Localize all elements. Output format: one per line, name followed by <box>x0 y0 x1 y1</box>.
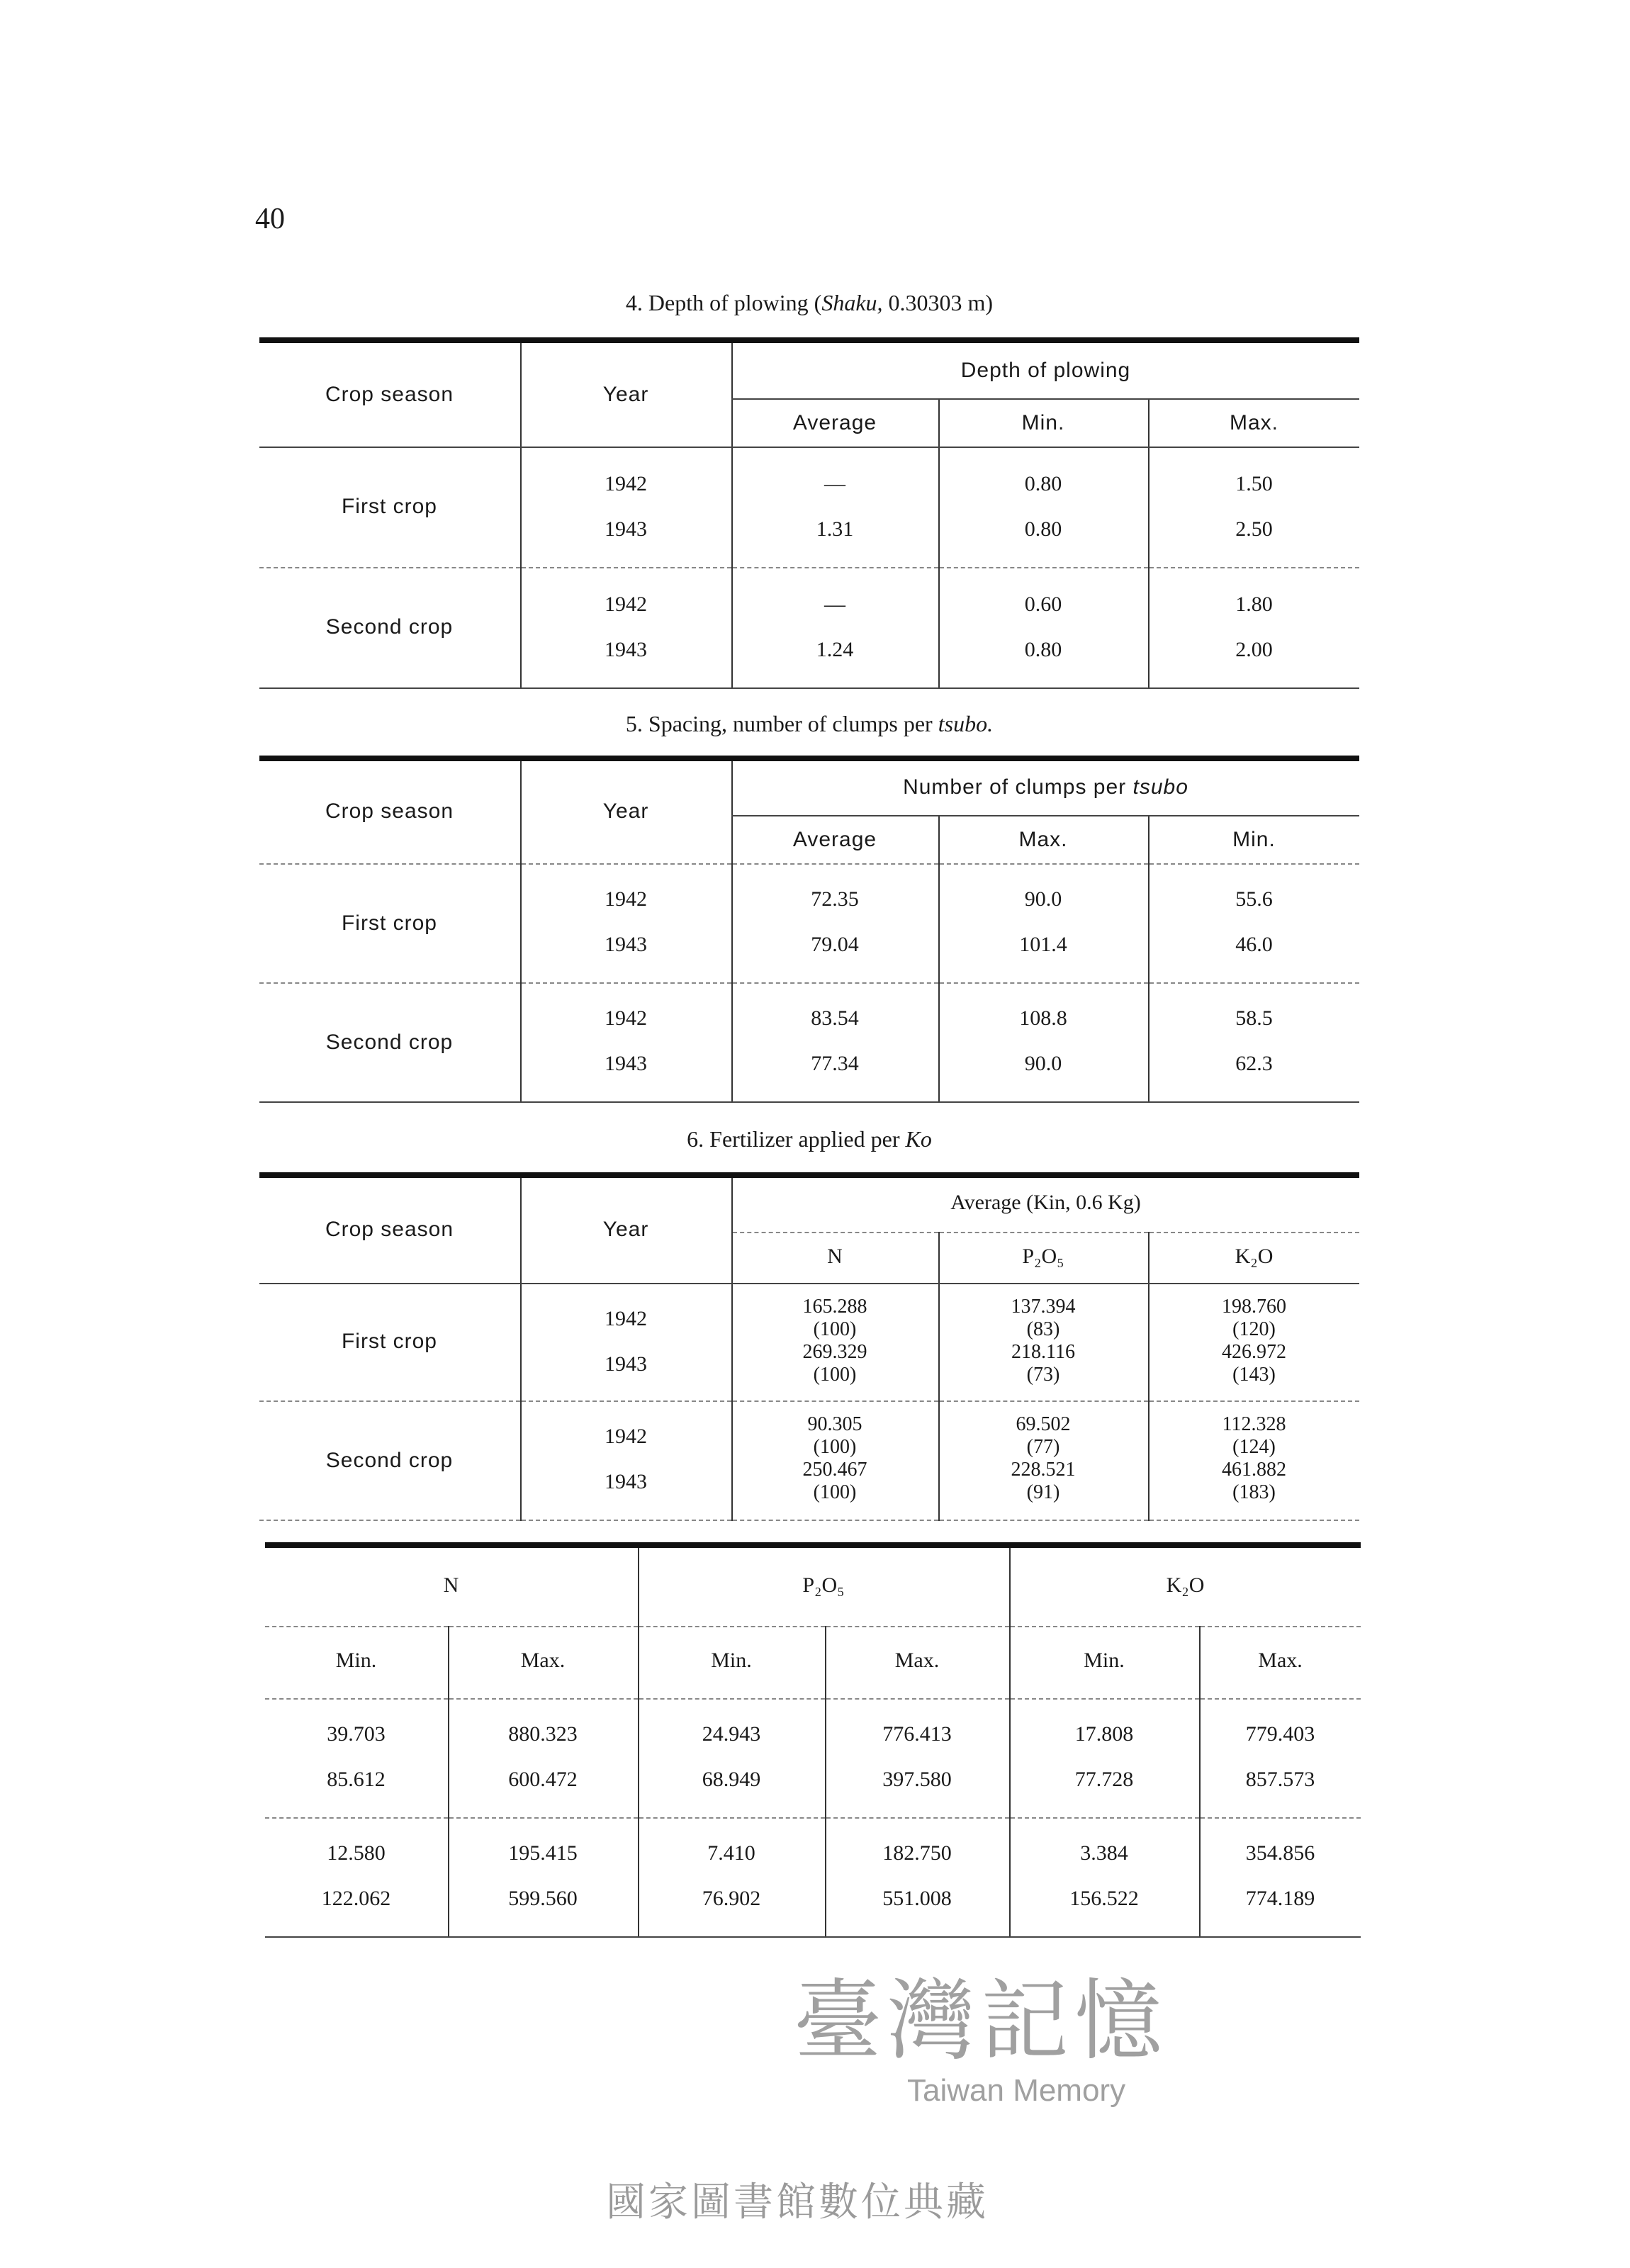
watermark-zh: 臺灣記憶 <box>794 1969 1169 2072</box>
value-cell: 58.5 <box>1235 1008 1273 1031</box>
value-cell: 269.329 <box>802 1342 867 1363</box>
sub-col: Min. <box>938 398 1148 447</box>
col-crop-season: Crop season <box>259 1175 520 1283</box>
table6-fertilizer <box>259 1172 1359 1520</box>
crop-season-cell: Second crop <box>259 982 520 1101</box>
group-n: N <box>265 1545 638 1626</box>
table5-title-text: 5. Spacing, number of clumps per <box>625 713 938 737</box>
value-cell: 85.612 <box>327 1769 386 1792</box>
value-cell: 774.189 <box>1245 1888 1315 1911</box>
value-cell: — <box>824 473 845 495</box>
value-cell: 101.4 <box>1019 934 1067 957</box>
value-cell: 354.856 <box>1245 1843 1315 1865</box>
index-cell: (120) <box>1232 1319 1276 1340</box>
col-year: Year <box>520 340 731 447</box>
col-group: Depth of plowing <box>731 340 1359 398</box>
sub-col: Average <box>731 398 938 447</box>
value-cell: 90.305 <box>807 1415 862 1436</box>
table-row <box>259 447 1359 567</box>
value-cell: 228.521 <box>1011 1460 1076 1481</box>
value-cell: 599.560 <box>508 1888 578 1911</box>
sub-col: Max. <box>938 815 1148 863</box>
page-number: 40 <box>255 201 285 235</box>
sub-col: Min. <box>638 1626 825 1698</box>
value-cell: 68.949 <box>702 1769 761 1792</box>
value-cell: 1.50 <box>1235 473 1273 495</box>
value-cell: 122.062 <box>321 1888 391 1911</box>
value-cell: 2.00 <box>1235 639 1273 661</box>
index-cell: (100) <box>813 1364 857 1386</box>
year-cell: 1943 <box>605 934 647 957</box>
sub-col: Min. <box>265 1626 448 1698</box>
table-row <box>265 1698 1361 1817</box>
crop-season-cell: First crop <box>259 863 520 982</box>
value-cell: 1.31 <box>816 518 854 541</box>
year-cell: 1943 <box>605 639 647 661</box>
value-cell: 156.522 <box>1069 1888 1139 1911</box>
table5-spacing <box>259 756 1359 1102</box>
group-p2o5: P₂O₅ <box>638 1545 1009 1626</box>
index-cell: (100) <box>813 1437 857 1459</box>
group-text: Number of clumps per <box>903 775 1133 800</box>
sub-col: Max. <box>1148 398 1359 447</box>
value-cell: 2.50 <box>1235 518 1273 541</box>
value-cell: 79.04 <box>811 934 859 957</box>
table6-title <box>259 1128 1359 1154</box>
value-cell: 137.394 <box>1011 1296 1076 1318</box>
value-cell: 0.80 <box>1024 473 1062 495</box>
crop-season-cell: Second crop <box>259 567 520 687</box>
year-cell: 1942 <box>605 1426 647 1449</box>
table-row <box>259 863 1359 982</box>
sub-col: Min. <box>1148 815 1359 863</box>
value-cell: 195.415 <box>508 1843 578 1865</box>
index-cell: (83) <box>1026 1319 1060 1340</box>
table5-title-unit: tsubo. <box>938 713 994 737</box>
index-cell: (124) <box>1232 1437 1276 1459</box>
value-cell: 69.502 <box>1016 1415 1071 1436</box>
sub-col: K₂O <box>1148 1232 1359 1283</box>
value-cell: — <box>824 593 845 616</box>
index-cell: (100) <box>813 1483 857 1504</box>
index-cell: (183) <box>1232 1483 1276 1504</box>
table4-title-text: 4. Depth of plowing ( <box>625 292 822 316</box>
value-cell: 39.703 <box>327 1724 386 1746</box>
col-crop-season: Crop season <box>259 340 520 447</box>
value-cell: 17.808 <box>1074 1724 1134 1746</box>
col-year: Year <box>520 1175 731 1283</box>
value-cell: 857.573 <box>1245 1769 1315 1792</box>
value-cell: 24.943 <box>702 1724 761 1746</box>
year-cell: 1942 <box>605 593 647 616</box>
table4-depth-of-plowing <box>259 337 1359 688</box>
value-cell: 776.413 <box>882 1724 952 1746</box>
crop-season-cell: Second crop <box>259 1400 520 1520</box>
col-group: Average (Kin, 0.6 Kg) <box>731 1175 1359 1232</box>
value-cell: 108.8 <box>1019 1008 1067 1031</box>
value-cell: 198.760 <box>1222 1296 1286 1318</box>
value-cell: 426.972 <box>1222 1342 1286 1363</box>
index-cell: (77) <box>1026 1437 1060 1459</box>
year-cell: 1943 <box>605 518 647 541</box>
value-cell: 461.882 <box>1222 1460 1286 1481</box>
sub-col: Max. <box>448 1626 638 1698</box>
value-cell: 77.34 <box>811 1053 859 1076</box>
value-cell: 62.3 <box>1235 1053 1273 1076</box>
value-cell: 551.008 <box>882 1888 952 1911</box>
table4-title-unit: Shaku, <box>821 292 883 316</box>
table5-title <box>259 713 1359 739</box>
value-cell: 0.80 <box>1024 639 1062 661</box>
value-cell: 90.0 <box>1024 889 1062 911</box>
table6-min-max <box>265 1542 1361 1937</box>
watermark-en: Taiwan Memory <box>907 2072 1126 2108</box>
col-year: Year <box>520 758 731 863</box>
value-cell: 600.472 <box>508 1769 578 1792</box>
sub-col: Average <box>731 815 938 863</box>
value-cell: 55.6 <box>1235 889 1273 911</box>
group-k2o: K₂O <box>1009 1545 1361 1626</box>
value-cell: 880.323 <box>508 1724 578 1746</box>
value-cell: 1.80 <box>1235 593 1273 616</box>
value-cell: 1.24 <box>816 639 854 661</box>
table-row <box>259 982 1359 1101</box>
sub-col: N <box>731 1232 938 1283</box>
value-cell: 250.467 <box>802 1460 867 1481</box>
col-crop-season: Crop season <box>259 758 520 863</box>
table6-title-text: 6. Fertilizer applied per <box>687 1128 906 1152</box>
year-cell: 1942 <box>605 889 647 911</box>
table-row <box>259 1283 1359 1400</box>
value-cell: 77.728 <box>1074 1769 1134 1792</box>
value-cell: 397.580 <box>882 1769 952 1792</box>
taiwan-memory-watermark <box>794 1970 1276 2109</box>
value-cell: 182.750 <box>882 1843 952 1865</box>
value-cell: 0.80 <box>1024 518 1062 541</box>
value-cell: 112.328 <box>1222 1415 1286 1436</box>
index-cell: (73) <box>1026 1364 1060 1386</box>
value-cell: 12.580 <box>327 1843 386 1865</box>
year-cell: 1943 <box>605 1053 647 1076</box>
table6-title-unit: Ko <box>905 1128 932 1152</box>
table4-title <box>259 292 1359 318</box>
table4-title-suffix: 0.30303 m) <box>882 292 994 316</box>
col-group <box>731 758 1359 815</box>
table-row <box>259 1400 1359 1520</box>
index-cell: (143) <box>1232 1364 1276 1386</box>
value-cell: 7.410 <box>707 1843 755 1865</box>
sub-col: Max. <box>1199 1626 1361 1698</box>
year-cell: 1942 <box>605 1308 647 1330</box>
table-row <box>259 567 1359 687</box>
year-cell: 1942 <box>605 473 647 495</box>
value-cell: 0.60 <box>1024 593 1062 616</box>
library-footer-watermark: 國家圖書館數位典藏 <box>605 2179 989 2225</box>
index-cell: (91) <box>1026 1483 1060 1504</box>
crop-season-cell: First crop <box>259 1283 520 1400</box>
sub-col: P₂O₅ <box>938 1232 1148 1283</box>
value-cell: 218.116 <box>1011 1342 1075 1363</box>
value-cell: 72.35 <box>811 889 859 911</box>
table-row <box>265 1817 1361 1936</box>
value-cell: 165.288 <box>802 1296 867 1318</box>
value-cell: 76.902 <box>702 1888 761 1911</box>
index-cell: (100) <box>813 1319 857 1340</box>
value-cell: 3.384 <box>1080 1843 1128 1865</box>
value-cell: 46.0 <box>1235 934 1273 957</box>
year-cell: 1942 <box>605 1008 647 1031</box>
sub-col: Min. <box>1009 1626 1199 1698</box>
value-cell: 779.403 <box>1245 1724 1315 1746</box>
group-unit: tsubo <box>1132 775 1188 800</box>
year-cell: 1943 <box>605 1353 647 1376</box>
crop-season-cell: First crop <box>259 447 520 567</box>
value-cell: 90.0 <box>1024 1053 1062 1076</box>
value-cell: 83.54 <box>811 1008 859 1031</box>
year-cell: 1943 <box>605 1471 647 1494</box>
sub-col: Max. <box>825 1626 1009 1698</box>
